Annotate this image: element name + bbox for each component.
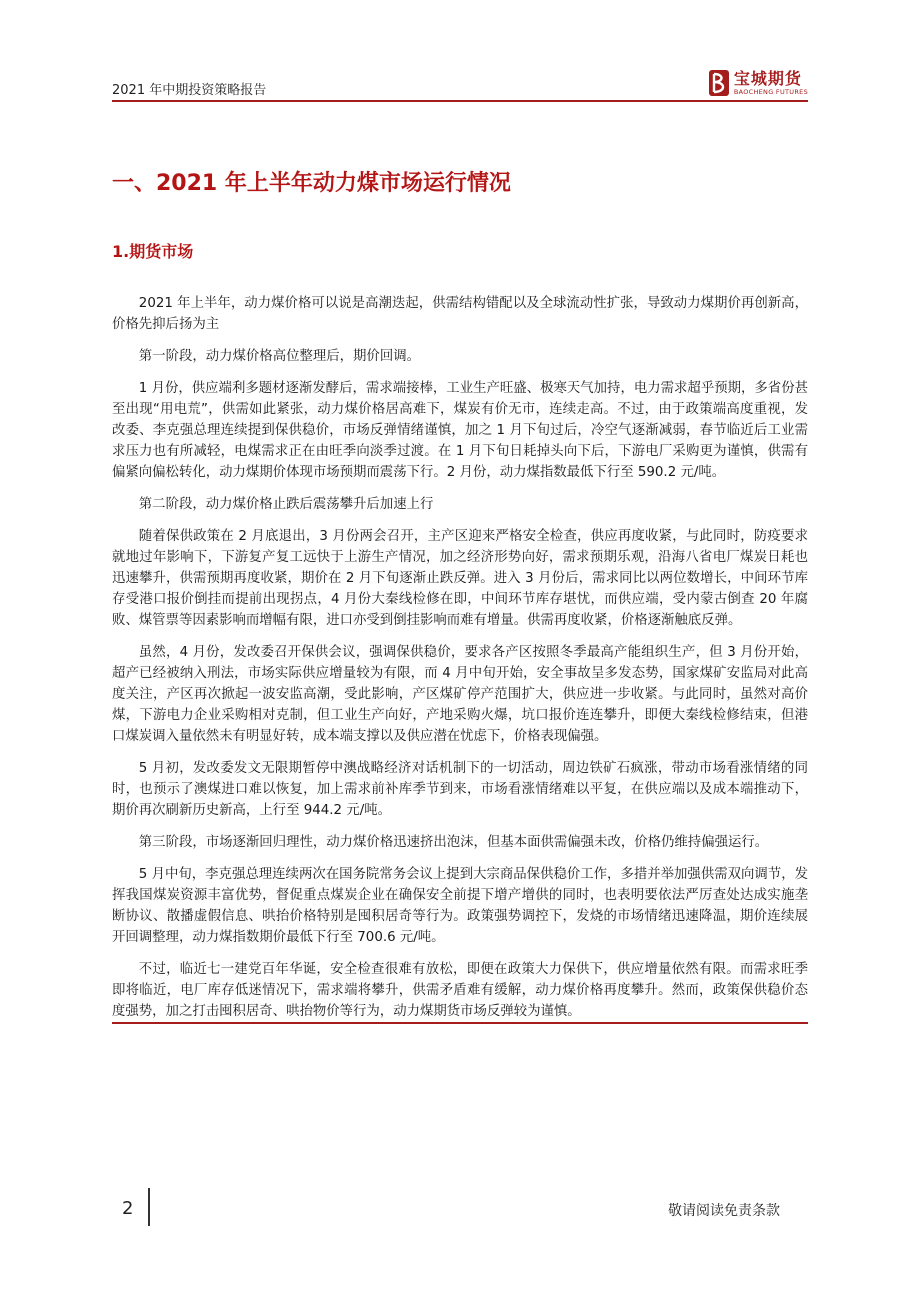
paragraph: 2021 年上半年，动力煤价格可以说是高潮迭起，供需结构错配以及全球流动性扩张，导致动力煤期价再创新高，价格先抑后扬为主 (112, 296, 808, 332)
paragraph: 随着保供政策在 2 月底退出，3 月份两会召开，主产区迎来严格安全检查，供应再度收紧，与此同时，防疫要求就地过年影响下，下游复产复工远快于上游生产情况，加之经济形势向好，需求预期乐观，沿海八省电厂煤炭日耗也迅速攀升，供需预期再度收紧，期价在 2 月下旬逐渐止跌反弹。进入 3 月份后，需求同比以两位数增长，中间环节库存受港口报价倒挂而提前出现拐点，4 月份大秦线检修在即，中间环节库存堪忧，而供应端，受内蒙古倒查 20 年腐败、煤管票等因素影响而增幅有限，进口亦受到倒挂影响而难有增量。供需再度收紧，价格逐渐触底反弹。 (112, 529, 808, 628)
subsection-title: 1.期货市场 (112, 242, 194, 261)
logo-chinese-text: 宝城期货 (733, 68, 802, 88)
paragraph: 5 月初，发改委发文无限期暂停中澳战略经济对话机制下的一切活动，周边铁矿石疯涨，带动市场看涨情绪的同时，也预示了澳煤进口难以恢复，加上需求前补库季节到来，市场看涨情绪难以平复，在供应端以及成本端推动下，期价再次刷新历史新高，上行至 944.2 元/吨。 (112, 761, 808, 818)
report-title: 2021 年中期投资策略报告 (112, 83, 267, 98)
paragraph: 第三阶段，市场逐渐回归理性，动力煤价格迅速挤出泡沫，但基本面供需偏强未改，价格仍维持偏强运行。 (138, 835, 769, 850)
disclaimer-text: 敬请阅读免责条款 (668, 1203, 780, 1219)
logo-mark-icon (708, 69, 730, 97)
paragraph: 第一阶段，动力煤价格高位整理后，期价回调。 (138, 349, 420, 364)
paragraph: 5 月中旬，李克强总理连续两次在国务院常务会议上提到大宗商品保供稳价工作，多措并举加强供需双向调节，发挥我国煤炭资源丰富优势，督促重点煤炭企业在确保安全前提下增产增供的同时，也表明要依法严厉查处达成实施垄断协议、散播虚假信息、哄抬价格特别是囤积居奇等行为。政策强势调控下，发烧的市场情绪迅速降温，期价连续展开回调整理，动力煤指数期价最低下行至 700.6 元/吨。 (112, 867, 808, 945)
paragraph: 不过，临近七一建党百年华诞，安全检查很难有放松，即便在政策大力保供下，供应增量依然有限。而需求旺季即将临近，电厂库存低迷情况下，需求端将攀升，供需矛盾难有缓解，动力煤价格再度攀升。然而，政策保供稳价态度强势，加之打击囤积居奇、哄抬物价等行为，动力煤期货市场反弹较为谨慎。 (112, 959, 808, 1024)
paragraph: 第二阶段，动力煤价格止跌后震荡攀升后加速上行 (138, 497, 434, 512)
page-footer (112, 1188, 808, 1228)
page-header (112, 60, 808, 102)
section-title: 一、2021 年上半年动力煤市场运行情况 (112, 171, 511, 196)
page-number: 2 (122, 1198, 134, 1219)
footer-divider (148, 1188, 150, 1226)
logo-english-text: BAOCHENG FUTURES (733, 87, 808, 96)
paragraph: 虽然，4 月份，发改委召开保供会议，强调保供稳价，要求各产区按照冬季最高产能组织生产，但 3 月份开始，超产已经被纳入刑法，市场实际供应增量较为有限，而 4 月中旬开始，安全事故呈多发态势，国家煤矿安监局对此高度关注，产区再次掀起一波安监高潮，受此影响，产区煤矿停产范围扩大，供应进一步收紧。与此同时，虽然对高价煤，下游电力企业采购相对克制，但工业生产向好，产地采购火爆，坑口报价连连攀升，即便大秦线检修结束，但港口煤炭调入量依然未有明显好转，成本端支撑以及供应潜在忧虑下，价格表现偏强。 (112, 645, 808, 744)
article-body (112, 293, 808, 1035)
company-logo (708, 66, 808, 100)
paragraph: 1 月份，供应端利多题材逐渐发酵后，需求端接棒，工业生产旺盛、极寒天气加持，电力需求超乎预期，多省份甚至出现“用电荒”，供需如此紧张，动力煤价格居高难下，煤炭有价无市，连续走高。不过，由于政策端高度重视，发改委、李克强总理连续提到保供稳价，市场反弹情绪谨慎，加之 1 月下旬过后，冷空气逐渐减弱，春节临近后工业需求压力也有所减轻，电煤需求正在由旺季向淡季过渡。在 1 月下旬日耗掉头向下后，下游电厂采购更为谨慎，供需有偏紧向偏松转化，动力煤期价体现市场预期而震荡下行。2 月份，动力煤指数最低下行至 590.2 元/吨。 (112, 381, 808, 480)
header-divider (112, 100, 808, 102)
